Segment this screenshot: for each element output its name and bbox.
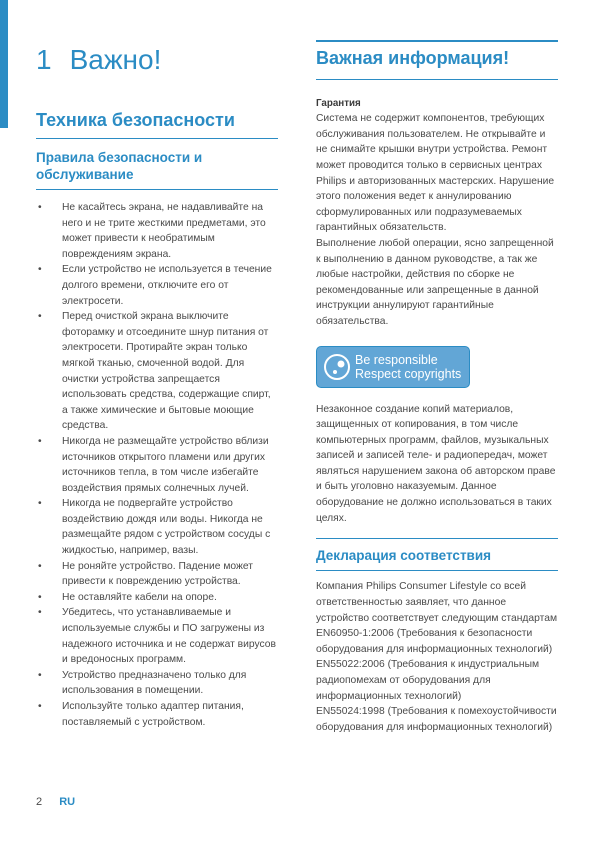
declaration-text: Компания Philips Consumer Lifestyle со всей ответственностью заявляет, что данное устройство соответствует следующим стандартам xyxy=(316,581,558,624)
safety-rule-item xyxy=(36,309,278,434)
declaration-title: Декларация соответствия xyxy=(316,547,558,571)
bullet-icon: • xyxy=(38,591,42,603)
safety-rule-text: Убедитесь, что устанавливаемые и используемые службы и ПО загружены из надежного источника и не содержат вирусов и вредоносных программ. xyxy=(62,607,276,666)
safety-rule-text: Устройство предназначено только для использования в помещении. xyxy=(62,669,247,697)
bullet-icon: • xyxy=(38,498,42,510)
bullet-icon: • xyxy=(38,669,42,681)
important-info-title: Важная информация! xyxy=(316,48,510,68)
page-footer xyxy=(36,796,75,808)
warranty-label: Гарантия xyxy=(316,98,361,110)
bullet-icon: • xyxy=(38,701,42,712)
safety-rule-item xyxy=(36,590,278,606)
safety-rule-text: Не оставляйте кабели на опоре. xyxy=(62,591,217,603)
safety-rule-item xyxy=(36,434,278,496)
safety-rules-list xyxy=(36,200,278,730)
badge-line-2: Respect copyrights xyxy=(355,366,462,381)
safety-rule-text: Не роняйте устройство. Падение может привести к повреждению устройства. xyxy=(62,560,254,588)
standard-item: EN60950-1:2006 (Требования к безопасности оборудования для информационных технологий) xyxy=(316,628,553,655)
copyright-text: Незаконное создание копий материалов, защищенных от копирования, в том числе компьютерных программ, файлов, музыкальных записей и записей теле- и радиопередач, может являться нарушением закона об авторском праве и быть уголовно наказуемым. Данное оборудование не должно использоваться в таких целях. xyxy=(316,403,556,524)
safety-subsection-title: Правила безопасности и обслуживание xyxy=(36,149,278,190)
copyright-badge xyxy=(316,346,470,388)
declaration-rule xyxy=(316,538,558,539)
badge-line-1: Be responsible xyxy=(355,352,438,367)
bullet-icon: • xyxy=(38,607,42,619)
safety-rule-text: Не касайтесь экрана, не надавливайте на него и не трите жесткими предметами, это может привести к необратимым повреждениям экрана. xyxy=(62,202,266,260)
language-code: RU xyxy=(59,796,76,808)
safety-rule-text: Перед очисткой экрана выключите фоторамку и отсоедините шнур питания от электросети. Протирайте экран только мягкой тканью, смоченной водой. Для очистки устройства запрещается использовать средства, содержащие спирт, а также химические и бытовые моющие средства. xyxy=(62,311,271,432)
copyright-badge-icon xyxy=(321,351,353,383)
bullet-icon: • xyxy=(38,435,42,447)
top-rule xyxy=(316,40,558,42)
important-info-rule xyxy=(316,79,558,80)
safety-rule-text: Никогда не размещайте устройство вблизи источников открытого пламени или других источников тепла, в том числе избегайте воздействия прямых солнечных лучей. xyxy=(62,435,269,494)
bullet-icon: • xyxy=(38,560,42,572)
chapter-title: Важно! xyxy=(69,44,162,75)
standard-item: EN55022:2006 (Требования к индустриальным радиопомехам от оборудования для информационных технологий) xyxy=(316,659,540,702)
bullet-icon: • xyxy=(38,202,42,213)
safety-section-title: Техника безопасности xyxy=(36,110,278,139)
side-accent-bar xyxy=(0,0,8,128)
safety-rule-text: Никогда не подвергайте устройство воздействию дождя или воды. Никогда не размещайте рядом с устройством сосуды с жидкостью, например, вазы. xyxy=(62,498,271,557)
bullet-icon: • xyxy=(38,264,42,276)
badge-text xyxy=(355,353,461,381)
chapter-heading xyxy=(36,44,278,76)
chapter-number: 1 xyxy=(36,44,52,75)
safety-rule-item xyxy=(36,559,278,590)
standard-item: EN55024:1998 (Требования к помехоустойчивости оборудования для информационных технологий) xyxy=(316,706,557,733)
safety-rule-item xyxy=(36,262,278,309)
warranty-text: Система не содержит компонентов, требующих обслуживания пользователем. Не открывайте и не снимайте крышки внутри устройства. Ремонт может проводится только в сервисных центрах Philips и авторизованных мастерских. Нарушение этого положения ведет к аннулированию сформулированных или подразумеваемых гарантийных обязательств. xyxy=(316,113,555,234)
right-column xyxy=(316,40,558,735)
safety-rule-item xyxy=(36,605,278,667)
safety-rule-text: Используйте только адаптер питания, поставляемый с устройством. xyxy=(62,701,244,728)
safety-rule-item xyxy=(36,200,278,262)
warranty-text-2: Выполнение любой операции, ясно запрещенной к выполнению в данном руководстве, а так же любые настройки, действия по сборке не рекомендованные или запрещенные в данной инструкции аннулируют гарантийные обязательства. xyxy=(316,237,554,327)
left-column xyxy=(36,40,278,730)
page-number: 2 xyxy=(36,796,43,808)
safety-rule-item xyxy=(36,668,278,699)
safety-rule-item xyxy=(36,496,278,558)
bullet-icon: • xyxy=(38,311,42,323)
safety-rule-text: Если устройство не используется в течение долгого времени, отключите его от электросети. xyxy=(62,264,272,307)
standards-list xyxy=(316,626,558,735)
safety-rule-item xyxy=(36,699,278,730)
